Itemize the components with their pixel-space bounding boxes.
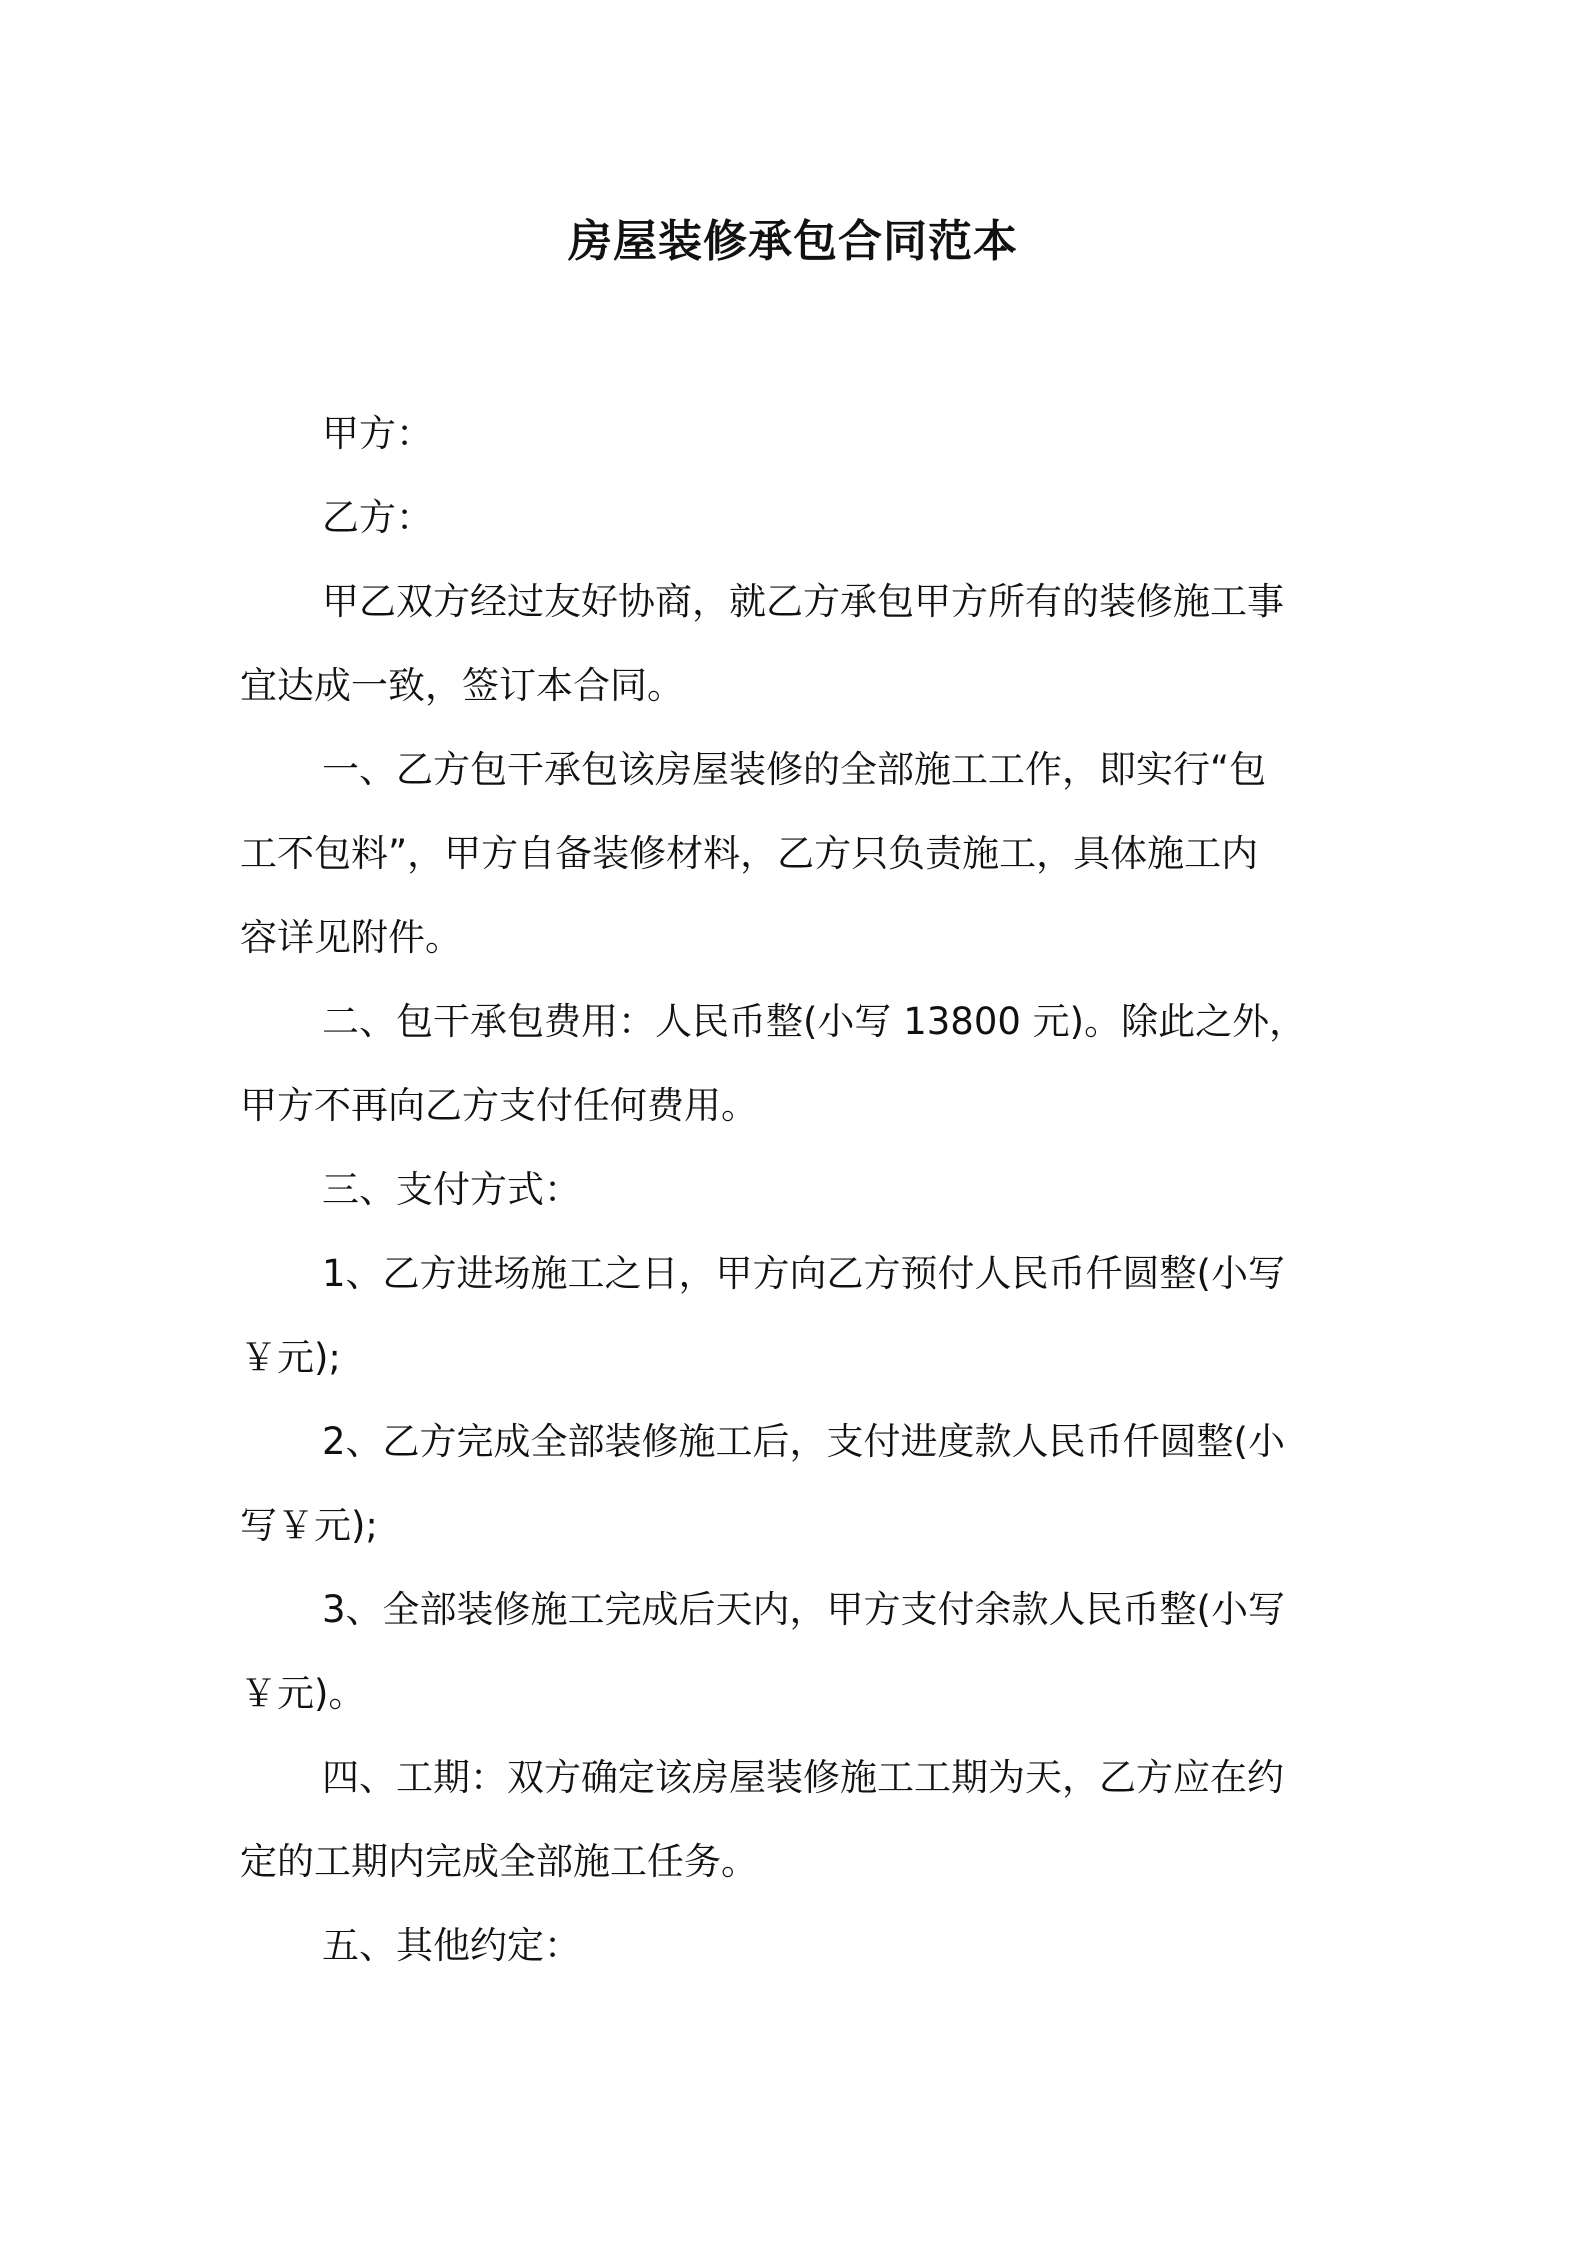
- party-a-line: 甲方：: [322, 412, 433, 455]
- clause-1-line-2: 工不包料”，甲方自备装修材料，乙方只负责施工，具体施工内: [240, 832, 1259, 875]
- clause-3-heading: 三、支付方式：: [322, 1168, 581, 1211]
- clause-2-line-2: 甲方不再向乙方支付任何费用。: [240, 1084, 758, 1127]
- clause-5-heading: 五、其他约定：: [322, 1924, 581, 1967]
- clause-2-line-1: 二、包干承包费用：人民币整(小写 13800 元)。除此之外，: [322, 1000, 1307, 1043]
- payment-2-line-1: 2、乙方完成全部装修施工后，支付进度款人民币仟圆整(小: [322, 1420, 1285, 1463]
- intro-line-1: 甲乙双方经过友好协商，就乙方承包甲方所有的装修施工事: [322, 580, 1284, 623]
- party-b-line: 乙方：: [322, 496, 433, 539]
- document-title: 房屋装修承包合同范本: [568, 216, 1018, 267]
- payment-1-line-2: ￥元);: [240, 1336, 341, 1379]
- intro-line-2: 宜达成一致，签订本合同。: [240, 664, 684, 707]
- clause-4-line-2: 定的工期内完成全部施工任务。: [240, 1840, 758, 1883]
- clause-1-line-1: 一、乙方包干承包该房屋装修的全部施工工作，即实行“包: [322, 748, 1267, 791]
- clause-4-line-1: 四、工期：双方确定该房屋装修施工工期为天，乙方应在约: [322, 1756, 1284, 1799]
- payment-3-line-1: 3、全部装修施工完成后天内，甲方支付余款人民币整(小写: [322, 1588, 1285, 1631]
- clause-1-line-3: 容详见附件。: [240, 916, 462, 959]
- payment-2-line-2: 写￥元);: [240, 1504, 378, 1547]
- payment-3-line-2: ￥元)。: [240, 1672, 366, 1715]
- payment-1-line-1: 1、乙方进场施工之日，甲方向乙方预付人民币仟圆整(小写: [322, 1252, 1285, 1295]
